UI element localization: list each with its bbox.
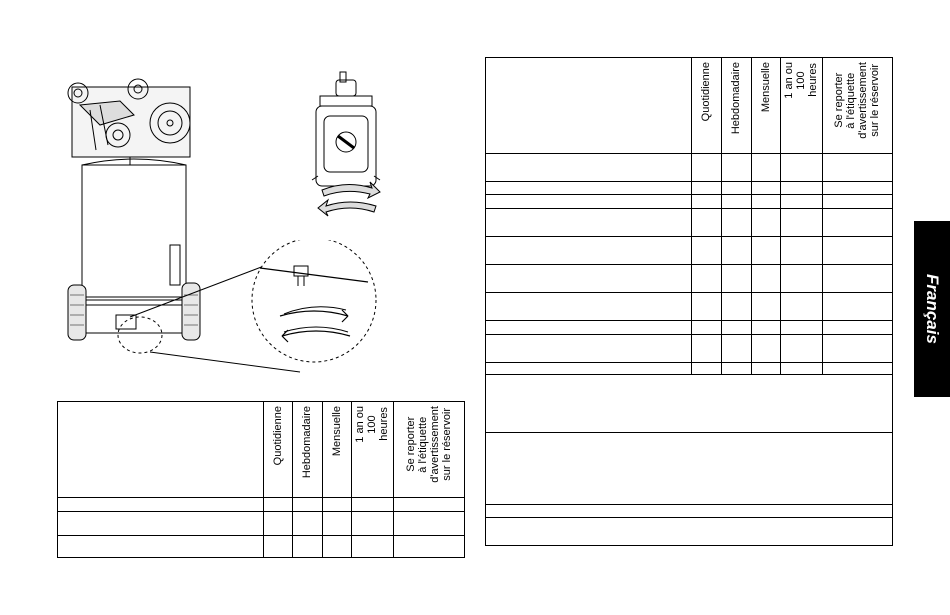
header-blank xyxy=(486,58,692,154)
table-row xyxy=(486,335,893,363)
table-row xyxy=(486,505,893,518)
table-row xyxy=(486,518,893,546)
table-row xyxy=(58,512,465,536)
header-blank xyxy=(58,402,264,498)
language-tab xyxy=(914,221,950,397)
table-row xyxy=(486,363,893,375)
table-row xyxy=(486,321,893,335)
table-row xyxy=(486,195,893,209)
header-weekly: Hebdomadaire xyxy=(730,62,743,135)
maintenance-schedule-table-left xyxy=(57,401,465,558)
table-row xyxy=(486,154,893,182)
rotate-arrows-icon xyxy=(318,182,380,216)
table-row xyxy=(58,498,465,512)
header-daily: Quotidienne xyxy=(271,406,284,466)
header-monthly: Mensuelle xyxy=(330,406,343,457)
maintenance-schedule-table-right xyxy=(485,57,893,546)
header-monthly: Mensuelle xyxy=(759,62,772,113)
header-weekly: Hebdomadaire xyxy=(301,406,314,479)
header-see-label: Se reporter à l'étiquette d'avertissement sur le réservoir xyxy=(833,62,882,139)
zoom-detail xyxy=(110,240,390,380)
table-row xyxy=(486,293,893,321)
table-row xyxy=(486,237,893,265)
header-yearly: 1 an ou 100 heures xyxy=(783,62,820,99)
drain-valve-illustration xyxy=(310,70,390,220)
header-yearly: 1 an ou 100 heures xyxy=(354,406,391,443)
header-daily: Quotidienne xyxy=(700,62,713,122)
table-row xyxy=(486,265,893,293)
header-see-label: Se reporter à l'étiquette d'avertissement sur le réservoir xyxy=(404,406,453,483)
table-row xyxy=(58,536,465,558)
language-tab-label: Français xyxy=(923,274,942,344)
table-row xyxy=(486,433,893,505)
table-row xyxy=(486,182,893,195)
table-row xyxy=(486,375,893,433)
table-row xyxy=(486,209,893,237)
